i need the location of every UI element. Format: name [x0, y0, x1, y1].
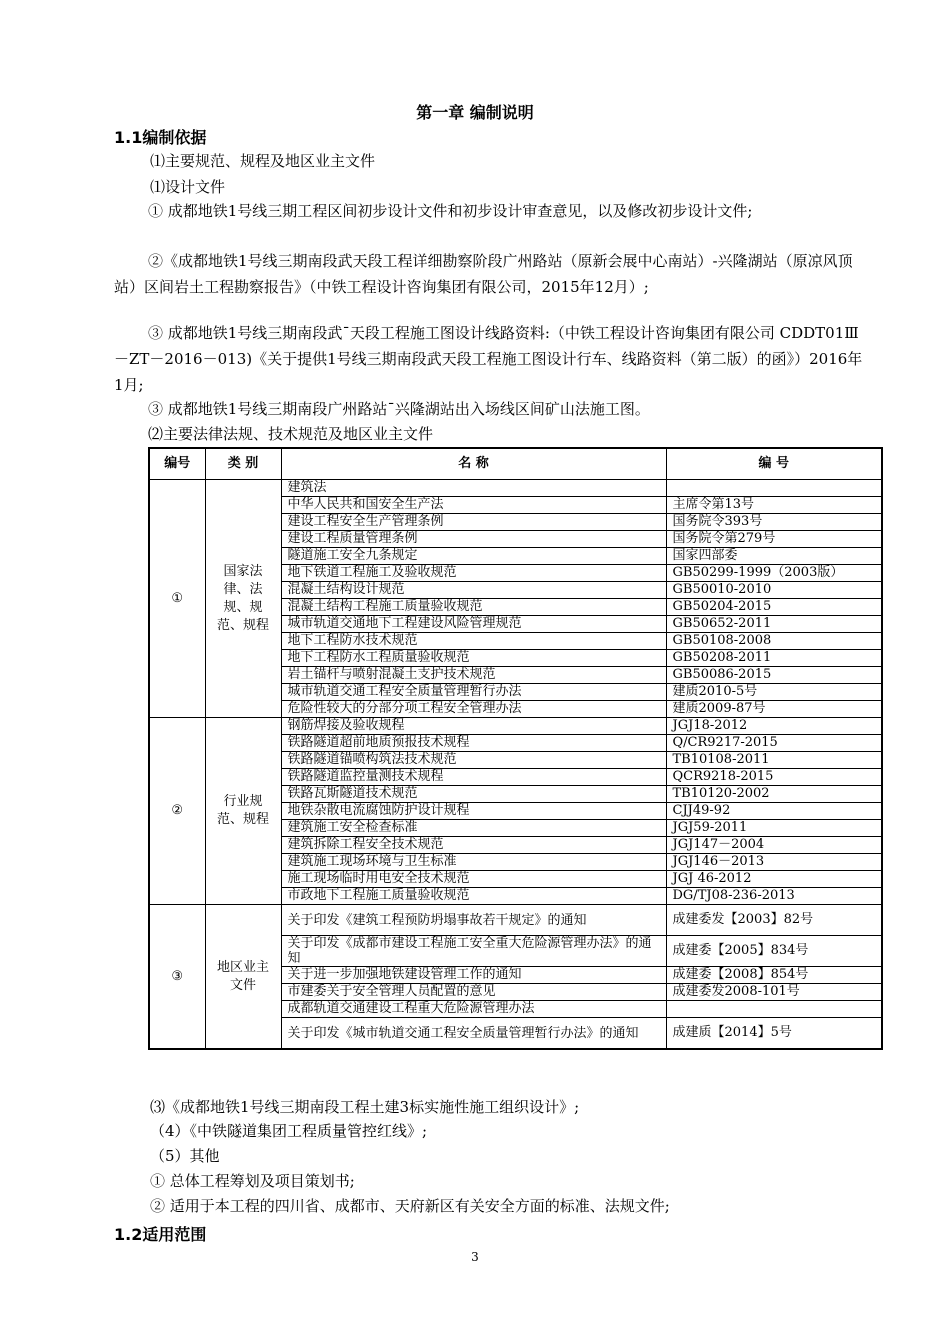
regulation-name: 地铁杂散电流腐蚀防护设计规程	[281, 803, 666, 820]
regulation-code: JGJ 46-2012	[666, 871, 882, 888]
regulation-code: 建质2010-5号	[666, 684, 882, 701]
regulation-code: 成建委发【2003】82号	[666, 905, 882, 936]
section-heading-1-1: 1.1编制依据	[114, 128, 207, 147]
regulation-name: 城市轨道交通工程安全质量管理暂行办法	[281, 684, 666, 701]
regulation-name: 建筑施工安全检查标准	[281, 820, 666, 837]
regulation-code: 成建委发2008-101号	[666, 984, 882, 1001]
regulation-code: Q/CR9217-2015	[666, 735, 882, 752]
regulation-code: 成建委【2008】854号	[666, 967, 882, 984]
regulation-name: 建筑拆除工程安全技术规范	[281, 837, 666, 854]
regulation-name: 钢筋焊接及验收规程	[281, 718, 666, 735]
intro-line-2: ⑴设计文件	[150, 178, 226, 196]
regulation-code: CJJ49-92	[666, 803, 882, 820]
table-header-row	[149, 448, 882, 480]
group-category: 地区业主文件	[205, 905, 281, 1050]
header-category: 类 别	[205, 448, 281, 480]
table-row	[149, 718, 882, 735]
regulation-code: GB50010-2010	[666, 582, 882, 599]
header-code: 编 号	[666, 448, 882, 480]
after-line-2: （4）《中铁隧道集团工程质量管控红线》;	[150, 1122, 428, 1140]
regulation-name: 关于印发《成都市建设工程施工安全重大危险源管理办法》的通知	[281, 936, 666, 967]
regulation-code	[666, 1001, 882, 1018]
header-name: 名 称	[281, 448, 666, 480]
regulation-name: 岩土锚杆与喷射混凝土支护技术规范	[281, 667, 666, 684]
regulation-name: 建设工程安全生产管理条例	[281, 514, 666, 531]
after-line-3: （5）其他	[150, 1147, 220, 1165]
regulation-name: 建设工程质量管理条例	[281, 531, 666, 548]
group-number: ①	[149, 480, 205, 718]
regulation-code: JGJ59-2011	[666, 820, 882, 837]
section-heading-1-2: 1.2适用范围	[114, 1225, 207, 1244]
regulation-name: 铁路隧道超前地质预报技术规程	[281, 735, 666, 752]
page-number: 3	[471, 1250, 479, 1264]
regulation-code: GB50086-2015	[666, 667, 882, 684]
regulation-code: 国家四部委	[666, 548, 882, 565]
regulation-name: 市政地下工程施工质量验收规范	[281, 888, 666, 905]
chapter-title: 第一章 编制说明	[416, 103, 534, 122]
regulation-name: 成都轨道交通建设工程重大危险源管理办法	[281, 1001, 666, 1018]
paragraph-1: ① 成都地铁1号线三期工程区间初步设计文件和初步设计审查意见，以及修改初步设计文件;	[148, 202, 753, 220]
regulation-name: 关于进一步加强地铁建设管理工作的通知	[281, 967, 666, 984]
regulation-name: 关于印发《建筑工程预防坍塌事故若干规定》的通知	[281, 905, 666, 936]
regulation-name: 铁路瓦斯隧道技术规范	[281, 786, 666, 803]
regulation-code: DG/TJ08-236-2013	[666, 888, 882, 905]
regulation-name: 城市轨道交通地下工程建设风险管理规范	[281, 616, 666, 633]
regulation-code: 建质2009-87号	[666, 701, 882, 718]
regulation-name: 建筑施工现场环境与卫生标准	[281, 854, 666, 871]
regulation-code: GB50204-2015	[666, 599, 882, 616]
regulation-name: 中华人民共和国安全生产法	[281, 497, 666, 514]
regulation-name: 混凝土结构工程施工质量验收规范	[281, 599, 666, 616]
regulation-code: JGJ147－2004	[666, 837, 882, 854]
regulation-code: 成建质【2014】5号	[666, 1018, 882, 1050]
regulation-name: 关于印发《城市轨道交通工程安全质量管理暂行办法》的通知	[281, 1018, 666, 1050]
regulation-name: 危险性较大的分部分项工程安全管理办法	[281, 701, 666, 718]
intro-line-1: ⑴主要规范、规程及地区业主文件	[150, 152, 376, 170]
regulation-name: 地下工程防水技术规范	[281, 633, 666, 650]
regulation-code: TB10108-2011	[666, 752, 882, 769]
regulation-code: QCR9218-2015	[666, 769, 882, 786]
regulation-code	[666, 480, 882, 497]
table-body	[149, 480, 882, 1050]
after-line-1: ⑶《成都地铁1号线三期南段工程土建3标实施性施工组织设计》;	[150, 1098, 580, 1116]
group-category: 行业规范、规程	[205, 718, 281, 905]
regulation-code: JGJ146－2013	[666, 854, 882, 871]
after-line-4: ① 总体工程筹划及项目策划书;	[150, 1172, 355, 1190]
regulation-name: 建筑法	[281, 480, 666, 497]
after-line-5: ② 适用于本工程的四川省、成都市、天府新区有关安全方面的标准、法规文件;	[150, 1197, 670, 1215]
regulation-code: TB10120-2002	[666, 786, 882, 803]
group-number: ②	[149, 718, 205, 905]
regulation-code: GB50208-2011	[666, 650, 882, 667]
regulation-name: 市建委关于安全管理人员配置的意见	[281, 984, 666, 1001]
regulation-name: 隧道施工安全九条规定	[281, 548, 666, 565]
regulation-code: 主席令第13号	[666, 497, 882, 514]
paragraph-2: ②《成都地铁1号线三期南段武天段工程详细勘察阶段广州路站（原新会展中心南站）-兴隆湖站（原凉风顶站）区间岩土工程勘察报告》（中铁工程设计咨询集团有限公司，2015年12月）;	[114, 252, 853, 296]
regulation-code: 成建委【2005】834号	[666, 936, 882, 967]
regulation-name: 施工现场临时用电安全技术规范	[281, 871, 666, 888]
regulation-name: 地下铁道工程施工及验收规范	[281, 565, 666, 582]
paragraph-4: ③ 成都地铁1号线三期南段广州路站¯兴隆湖站出入场线区间矿山法施工图。	[148, 400, 650, 418]
regulation-code: JGJ18-2012	[666, 718, 882, 735]
group-number: ③	[149, 905, 205, 1050]
regulation-name: 地下工程防水工程质量验收规范	[281, 650, 666, 667]
regulation-code: GB50108-2008	[666, 633, 882, 650]
regulation-code: 国务院令第279号	[666, 531, 882, 548]
regulation-code: GB50652-2011	[666, 616, 882, 633]
header-no: 编号	[149, 448, 205, 480]
regulations-table	[148, 447, 883, 1050]
table-row	[149, 480, 882, 497]
regulation-code: 国务院令393号	[666, 514, 882, 531]
regulation-code: GB50299-1999（2003版）	[666, 565, 882, 582]
group-category: 国家法律、法规、规范、规程	[205, 480, 281, 718]
regulation-name: 铁路隧道锚喷构筑法技术规范	[281, 752, 666, 769]
table-row	[149, 905, 882, 936]
regulation-name: 铁路隧道监控量测技术规程	[281, 769, 666, 786]
paragraph-3: ③ 成都地铁1号线三期南段武¯天段工程施工图设计线路资料:（中铁工程设计咨询集团有限公司 CDDT01Ⅲ－ZT－2016－013)《关于提供1号线三期南段武天段工程施工图设计行车、线路资料（第二版）的函》）2016年1月;	[114, 324, 863, 394]
intro-line-3: ⑵主要法律法规、技术规范及地区业主文件	[148, 425, 434, 443]
regulation-name: 混凝土结构设计规范	[281, 582, 666, 599]
